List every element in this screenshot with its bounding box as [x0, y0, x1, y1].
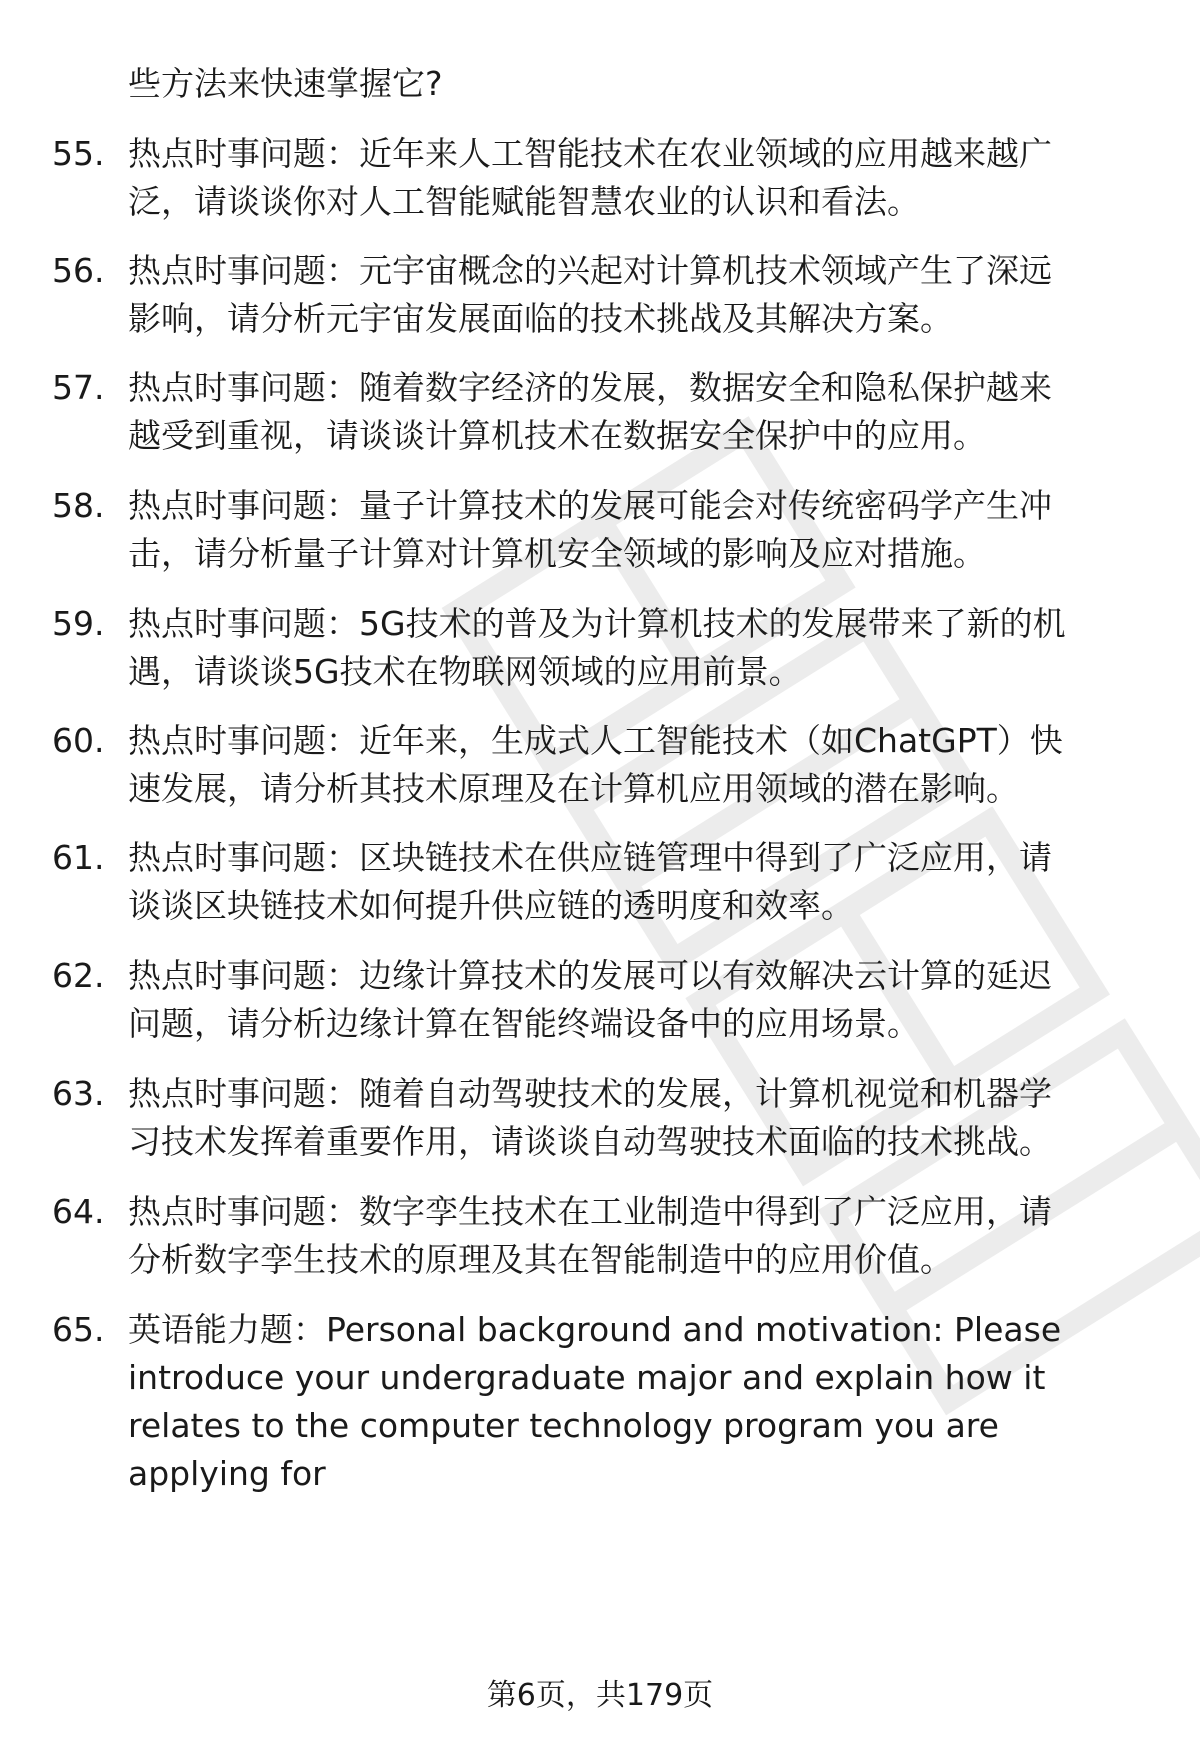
question-number: 65. — [52, 1310, 105, 1349]
question-text-line: 遇，请谈谈5G技术在物联网领域的应用前景。 — [128, 652, 802, 691]
question-number: 57. — [52, 368, 105, 407]
question-text-line: 英语能力题：Personal background and motivation: Please — [128, 1310, 1062, 1349]
question-number: 55. — [52, 134, 105, 173]
question-number: 56. — [52, 251, 105, 290]
question-number: 59. — [52, 604, 105, 643]
question-text-line: 分析数字孪生技术的原理及其在智能制造中的应用价值。 — [128, 1240, 953, 1279]
question-number: 62. — [52, 956, 105, 995]
question-number: 64. — [52, 1192, 105, 1231]
question-text-line: 击，请分析量子计算对计算机安全领域的影响及应对措施。 — [128, 534, 986, 573]
question-text — [128, 600, 1148, 696]
question-text — [128, 130, 1148, 226]
page-footer: 第6页，共179页 — [486, 1678, 714, 1713]
question-text-line: introduce your undergraduate major and explain how it — [128, 1358, 1046, 1397]
question-text — [128, 364, 1148, 460]
question-text-line: 影响，请分析元宇宙发展面临的技术挑战及其解决方案。 — [128, 299, 953, 338]
question-text-line: 热点时事问题：近年来，生成式人工智能技术（如ChatGPT）快 — [128, 721, 1063, 760]
question-text-line: 热点时事问题：随着自动驾驶技术的发展，计算机视觉和机器学 — [128, 1074, 1052, 1113]
question-text-line: 热点时事问题：区块链技术在供应链管理中得到了广泛应用，请 — [128, 838, 1052, 877]
question-text-line: 热点时事问题：元宇宙概念的兴起对计算机技术领域产生了深远 — [128, 251, 1052, 290]
question-text-line: 热点时事问题：随着数字经济的发展，数据安全和隐私保护越来 — [128, 368, 1052, 407]
question-text — [128, 717, 1148, 813]
question-text-line: 热点时事问题：近年来人工智能技术在农业领域的应用越来越广 — [128, 134, 1052, 173]
continuation-text: 些方法来快速掌握它? — [128, 64, 443, 103]
question-text-line: 越受到重视，请谈谈计算机技术在数据安全保护中的应用。 — [128, 416, 986, 455]
question-text-line: 速发展，请分析其技术原理及在计算机应用领域的潜在影响。 — [128, 769, 1019, 808]
question-text-line: 热点时事问题：量子计算技术的发展可能会对传统密码学产生冲 — [128, 486, 1052, 525]
question-text-line: 热点时事问题：边缘计算技术的发展可以有效解决云计算的延迟 — [128, 956, 1052, 995]
question-text — [128, 952, 1148, 1048]
question-text — [128, 834, 1148, 930]
question-number: 58. — [52, 486, 105, 525]
question-number: 60. — [52, 721, 105, 760]
question-text-line: 热点时事问题：数字孪生技术在工业制造中得到了广泛应用，请 — [128, 1192, 1052, 1231]
question-text — [128, 482, 1148, 578]
question-text-line: applying for — [128, 1454, 326, 1493]
question-text — [128, 1070, 1148, 1166]
question-text-line: 热点时事问题：5G技术的普及为计算机技术的发展带来了新的机 — [128, 604, 1066, 643]
question-text-line: 泛，请谈谈你对人工智能赋能智慧农业的认识和看法。 — [128, 182, 920, 221]
question-text-line: relates to the computer technology program you are — [128, 1406, 999, 1445]
question-text — [128, 1306, 1148, 1498]
question-text-line: 谈谈区块链技术如何提升供应链的透明度和效率。 — [128, 886, 854, 925]
question-number: 61. — [52, 838, 105, 877]
question-number: 63. — [52, 1074, 105, 1113]
question-text — [128, 1188, 1148, 1284]
question-text-line: 习技术发挥着重要作用，请谈谈自动驾驶技术面临的技术挑战。 — [128, 1122, 1052, 1161]
question-text-line: 问题，请分析边缘计算在智能终端设备中的应用场景。 — [128, 1004, 920, 1043]
question-text — [128, 247, 1148, 343]
